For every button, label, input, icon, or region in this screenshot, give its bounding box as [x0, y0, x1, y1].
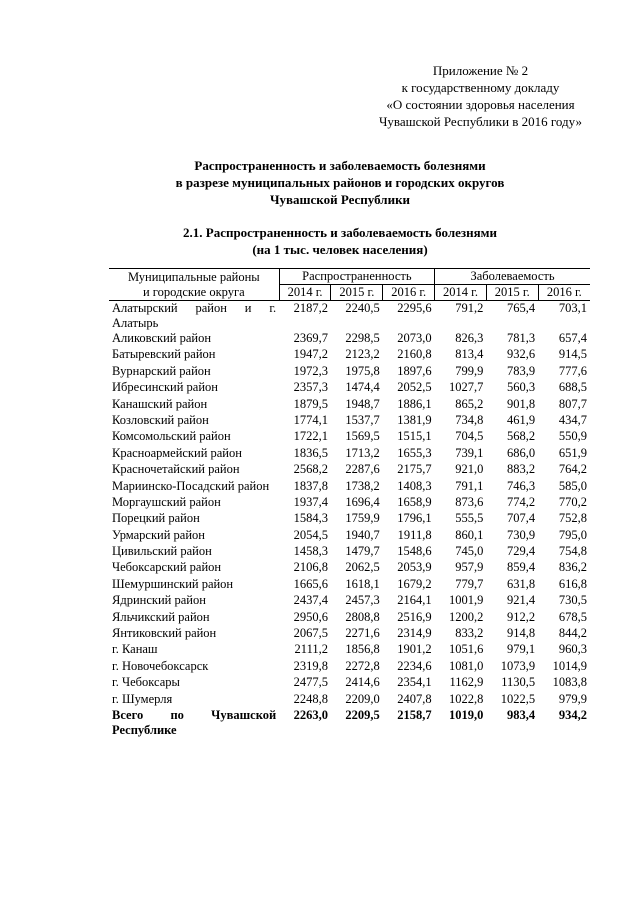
value-cell: 2248,8: [293, 691, 328, 706]
value-cell: 1083,8: [552, 675, 587, 690]
table-row: [109, 446, 590, 462]
value-cell: 1537,7: [345, 412, 380, 427]
region-name: Красночетайский район: [112, 462, 240, 477]
value-cell: 1618,1: [345, 576, 380, 591]
region-name: Урмарский район: [112, 527, 205, 542]
value-cell: 1665,6: [293, 576, 328, 591]
value-cell: 2111,2: [294, 642, 328, 657]
total-cell: 1019,0: [449, 707, 484, 722]
table-row: [109, 626, 590, 642]
value-cell: 1014,9: [552, 658, 587, 673]
region-name: Моргаушский район: [112, 494, 221, 509]
value-cell: 1759,9: [345, 511, 380, 526]
subtitle-line: (на 1 тыс. человек населения): [252, 242, 428, 257]
value-cell: 2234,6: [397, 658, 432, 673]
value-cell: 657,4: [558, 331, 587, 345]
value-cell: 1479,7: [345, 544, 380, 559]
region-name: Шемуршинский район: [112, 576, 234, 591]
table-row: [109, 397, 590, 413]
value-cell: 765,4: [507, 301, 536, 315]
region-name: Алатырский район и г. Алатырь: [112, 301, 277, 330]
table-row: [109, 429, 590, 445]
value-cell: 1796,1: [397, 511, 432, 526]
region-header-line: Муниципальные районы: [128, 269, 260, 284]
table-row: [109, 331, 590, 347]
value-cell: 2209,0: [345, 691, 380, 706]
value-cell: 1658,9: [397, 494, 432, 509]
value-cell: 734,8: [455, 412, 484, 427]
value-cell: 2271,6: [345, 626, 380, 641]
value-cell: 777,6: [558, 363, 587, 378]
value-cell: 979,9: [558, 691, 587, 706]
table-row: [109, 642, 590, 658]
value-cell: 1515,1: [397, 429, 432, 444]
value-cell: 686,0: [507, 445, 536, 460]
value-cell: 1022,5: [500, 691, 536, 706]
value-cell: 2808,8: [345, 609, 380, 624]
region-name: Яльчикский район: [112, 609, 210, 624]
appendix-note: [379, 62, 582, 130]
value-cell: 1879,5: [293, 396, 328, 411]
prevalence-group-header: Распространенность: [279, 269, 434, 285]
value-cell: 678,5: [558, 609, 587, 624]
value-cell: 2407,8: [397, 691, 432, 706]
value-cell: 1200,2: [449, 609, 484, 624]
value-cell: 2319,8: [293, 658, 328, 673]
value-cell: 2052,5: [397, 380, 432, 395]
value-cell: 813,4: [455, 347, 484, 362]
table-row: [109, 462, 590, 478]
statistics-table: [109, 268, 590, 738]
total-cell: 934,2: [558, 707, 587, 722]
value-cell: 2354,1: [397, 675, 432, 690]
value-cell: 833,2: [455, 626, 484, 641]
region-name: Красноармейский район: [112, 445, 242, 460]
value-cell: 550,9: [558, 429, 587, 444]
appendix-line: к государственному докладу: [401, 80, 560, 95]
value-cell: 1022,8: [449, 691, 484, 706]
value-cell: 860,1: [455, 527, 484, 542]
region-name: Порецкий район: [112, 511, 200, 526]
value-cell: 859,4: [507, 560, 536, 575]
table-row: [109, 301, 590, 332]
value-cell: 1886,1: [397, 396, 432, 411]
value-cell: 1713,2: [345, 445, 380, 460]
value-cell: 585,0: [558, 478, 587, 493]
value-cell: 1408,3: [397, 478, 432, 493]
region-name: Вурнарский район: [112, 363, 211, 378]
value-cell: 1381,9: [397, 412, 432, 427]
value-cell: 912,2: [507, 609, 536, 624]
value-cell: 1162,9: [449, 675, 484, 690]
value-cell: 865,2: [455, 396, 484, 411]
value-cell: 2457,3: [345, 593, 380, 608]
region-header-line: и городские округа: [142, 284, 245, 299]
value-cell: 2175,7: [397, 462, 432, 477]
value-cell: 844,2: [558, 626, 587, 641]
value-cell: 746,3: [507, 478, 536, 493]
table-row: [109, 364, 590, 380]
year-header: 2015 г.: [486, 285, 538, 301]
value-cell: 921,4: [507, 593, 536, 608]
value-cell: 883,2: [507, 462, 536, 477]
value-cell: 1722,1: [293, 429, 328, 444]
region-name: Аликовский район: [112, 331, 212, 345]
table-row: [109, 347, 590, 363]
region-name: Ядринский район: [112, 593, 206, 608]
value-cell: 2067,5: [293, 626, 328, 641]
table-row: [109, 413, 590, 429]
value-cell: 774,2: [507, 494, 536, 509]
value-cell: 1458,3: [293, 544, 328, 559]
value-cell: 2053,9: [397, 560, 432, 575]
table-row: [109, 528, 590, 544]
value-cell: 461,9: [507, 412, 536, 427]
value-cell: 1940,7: [345, 527, 380, 542]
value-cell: 1972,3: [293, 363, 328, 378]
value-cell: 914,5: [558, 347, 587, 362]
total-cell: 2263,0: [293, 707, 328, 722]
appendix-line: Чувашской Республики в 2016 году»: [378, 114, 582, 129]
table-header: [109, 269, 590, 301]
value-cell: 704,5: [455, 429, 484, 444]
subtitle-line: 2.1. Распространенность и заболеваемость болезнями: [183, 225, 497, 240]
table-row: [109, 479, 590, 495]
value-cell: 2272,8: [345, 658, 380, 673]
title-line: Распространенность и заболеваемость болезнями: [194, 158, 486, 173]
total-cell: 983,4: [507, 707, 536, 722]
value-cell: 2106,8: [293, 560, 328, 575]
value-cell: 795,0: [558, 527, 587, 542]
value-cell: 1584,3: [293, 511, 328, 526]
value-cell: 2568,2: [293, 462, 328, 477]
value-cell: 1947,2: [293, 347, 328, 362]
value-cell: 2160,8: [397, 347, 432, 362]
appendix-line: Приложение № 2: [432, 63, 529, 78]
region-name: Ибресинский район: [112, 380, 218, 395]
value-cell: 1774,1: [293, 412, 328, 427]
value-cell: 2187,2: [293, 301, 328, 315]
value-cell: 560,3: [507, 380, 536, 395]
value-cell: 1569,5: [345, 429, 380, 444]
value-cell: 1937,4: [293, 494, 328, 509]
total-label-line: Республике: [112, 722, 177, 737]
value-cell: 779,7: [455, 576, 484, 591]
value-cell: 2298,5: [345, 331, 380, 345]
region-name: Козловский район: [112, 412, 209, 427]
value-cell: 2164,1: [397, 593, 432, 608]
value-cell: 651,9: [558, 445, 587, 460]
table-row: [109, 610, 590, 626]
value-cell: 1655,3: [397, 445, 432, 460]
value-cell: 2062,5: [345, 560, 380, 575]
table-body: [109, 301, 590, 738]
total-cell: 2209,5: [345, 707, 380, 722]
value-cell: 2414,6: [345, 675, 380, 690]
value-cell: 739,1: [455, 445, 484, 460]
value-cell: 1836,5: [293, 445, 328, 460]
region-name: Янтиковский район: [112, 626, 217, 641]
value-cell: 688,5: [558, 380, 587, 395]
value-cell: 914,8: [507, 626, 536, 641]
region-name: г. Шумерля: [112, 691, 173, 706]
region-name: Цивильский район: [112, 544, 212, 559]
value-cell: 754,8: [558, 544, 587, 559]
appendix-line: «О состоянии здоровья населения: [386, 97, 575, 112]
value-cell: 770,2: [558, 494, 587, 509]
value-cell: 2369,7: [293, 331, 328, 345]
region-name: Мариинско-Посадский район: [112, 478, 270, 493]
total-label: [109, 708, 279, 738]
value-cell: 826,3: [455, 331, 484, 345]
table-row: [109, 692, 590, 708]
value-cell: 873,6: [455, 494, 484, 509]
value-cell: 1948,7: [345, 396, 380, 411]
table-row: [109, 659, 590, 675]
value-cell: 1081,0: [449, 658, 484, 673]
value-cell: 2357,3: [293, 380, 328, 395]
year-header: 2015 г.: [331, 285, 383, 301]
value-cell: 555,5: [455, 511, 484, 526]
value-cell: 568,2: [507, 429, 536, 444]
value-cell: 1696,4: [345, 494, 380, 509]
value-cell: 957,9: [455, 560, 484, 575]
region-name: г. Канаш: [112, 642, 158, 657]
value-cell: 1548,6: [397, 544, 432, 559]
table-row: [109, 593, 590, 609]
value-cell: 1901,2: [397, 642, 432, 657]
value-cell: 707,4: [507, 511, 536, 526]
value-cell: 1897,6: [397, 363, 432, 378]
value-cell: 836,2: [558, 560, 587, 575]
table-row: [109, 577, 590, 593]
table-row: [109, 544, 590, 560]
value-cell: 2240,5: [345, 301, 380, 315]
value-cell: 960,3: [558, 642, 587, 657]
value-cell: 2295,6: [397, 301, 432, 315]
region-name: Комсомольский район: [112, 429, 231, 444]
value-cell: 729,4: [507, 544, 536, 559]
value-cell: 616,8: [558, 576, 587, 591]
region-name: г. Новочебоксарск: [112, 658, 209, 673]
value-cell: 791,2: [455, 301, 484, 315]
value-cell: 703,1: [558, 301, 587, 315]
value-cell: 791,1: [455, 478, 484, 493]
value-cell: 1679,2: [397, 576, 432, 591]
table-row: [109, 380, 590, 396]
value-cell: 979,1: [507, 642, 536, 657]
region-name: Батыревский район: [112, 347, 216, 362]
value-cell: 1975,8: [345, 363, 380, 378]
value-cell: 2516,9: [397, 609, 432, 624]
value-cell: 2477,5: [293, 675, 328, 690]
table-row: [109, 511, 590, 527]
value-cell: 781,3: [507, 331, 536, 345]
region-name: Канашский район: [112, 396, 208, 411]
value-cell: 1911,8: [397, 527, 432, 542]
value-cell: 2073,0: [397, 331, 432, 345]
value-cell: 807,7: [558, 396, 587, 411]
region-name: г. Чебоксары: [112, 675, 180, 690]
table-row: [109, 560, 590, 576]
value-cell: 1130,5: [501, 675, 536, 690]
value-cell: 1474,4: [345, 380, 380, 395]
incidence-group-header: Заболеваемость: [435, 269, 590, 285]
title-line: Чувашской Республики: [269, 192, 411, 207]
value-cell: 752,8: [558, 511, 587, 526]
value-cell: 2123,2: [345, 347, 380, 362]
document-title: [0, 157, 640, 208]
value-cell: 434,7: [558, 412, 587, 427]
value-cell: 1001,9: [449, 593, 484, 608]
table-row: [109, 675, 590, 691]
value-cell: 1051,6: [449, 642, 484, 657]
value-cell: 1856,8: [345, 642, 380, 657]
value-cell: 1027,7: [449, 380, 484, 395]
value-cell: 2314,9: [397, 626, 432, 641]
value-cell: 2437,4: [293, 593, 328, 608]
section-title: [0, 224, 640, 258]
value-cell: 745,0: [455, 544, 484, 559]
region-column-header: [109, 269, 279, 301]
value-cell: 2054,5: [293, 527, 328, 542]
value-cell: 1738,2: [345, 478, 380, 493]
title-line: в разрезе муниципальных районов и городских округов: [175, 175, 505, 190]
table-row: [109, 495, 590, 511]
region-name: Чебоксарский район: [112, 560, 222, 575]
year-header: 2014 г.: [279, 285, 331, 301]
value-cell: 783,9: [507, 363, 536, 378]
total-cell: 2158,7: [397, 707, 432, 722]
year-header: 2016 г.: [538, 285, 590, 301]
value-cell: 2950,6: [293, 609, 328, 624]
value-cell: 1837,8: [293, 478, 328, 493]
value-cell: 932,6: [507, 347, 536, 362]
year-header: 2014 г.: [435, 285, 487, 301]
value-cell: 799,9: [455, 363, 484, 378]
value-cell: 631,8: [507, 576, 536, 591]
year-header: 2016 г.: [383, 285, 435, 301]
value-cell: 730,9: [507, 527, 536, 542]
value-cell: 1073,9: [500, 658, 536, 673]
value-cell: 764,2: [558, 462, 587, 477]
value-cell: 921,0: [455, 462, 484, 477]
total-row: [109, 708, 590, 738]
value-cell: 901,8: [507, 396, 536, 411]
value-cell: 730,5: [558, 593, 587, 608]
total-label-line: Всего по Чувашской: [112, 707, 277, 722]
value-cell: 2287,6: [345, 462, 380, 477]
